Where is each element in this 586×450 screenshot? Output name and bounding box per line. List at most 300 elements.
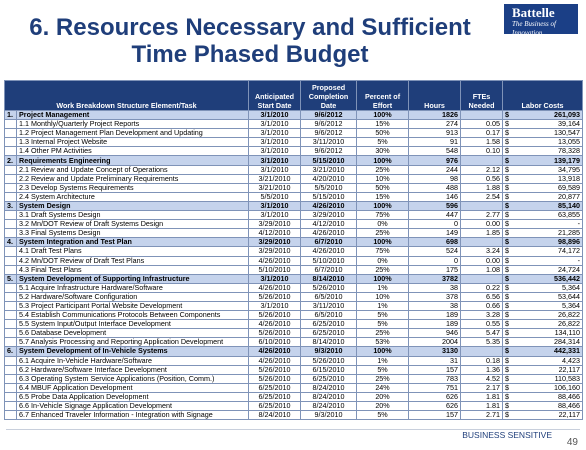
table-row-summary xyxy=(5,201,583,210)
table-row xyxy=(5,411,583,420)
cell-number: 5. xyxy=(5,274,17,283)
cell-currency: $ xyxy=(503,329,511,338)
cell-effort: 24% xyxy=(357,383,409,392)
cell-end-date: 6/7/2010 xyxy=(301,265,357,274)
table-row xyxy=(5,183,583,192)
cell-effort: 5% xyxy=(357,320,409,329)
cell-effort: 5% xyxy=(357,411,409,420)
cell-ftes: 1.36 xyxy=(461,365,503,374)
cell-ftes: 0.17 xyxy=(461,129,503,138)
cell-end-date: 4/26/2010 xyxy=(301,201,357,210)
cell-effort: 5% xyxy=(357,365,409,374)
cell-ftes: 2.54 xyxy=(461,192,503,201)
cell-currency: $ xyxy=(503,320,511,329)
cell-start-date: 4/12/2010 xyxy=(249,229,301,238)
cell-end-date: 5/15/2010 xyxy=(301,156,357,165)
table-row xyxy=(5,165,583,174)
cell-hours: 157 xyxy=(409,411,461,420)
cell-end-date: 9/6/2012 xyxy=(301,129,357,138)
cell-currency: $ xyxy=(503,138,511,147)
cell-number xyxy=(5,338,17,347)
cell-ftes xyxy=(461,347,503,356)
cell-labor-cost: 74,172 xyxy=(511,247,583,256)
cell-end-date: 5/26/2010 xyxy=(301,356,357,365)
cell-effort: 30% xyxy=(357,147,409,156)
cell-end-date: 9/6/2012 xyxy=(301,120,357,129)
cell-hours: 146 xyxy=(409,192,461,201)
cell-number xyxy=(5,265,17,274)
cell-effort: 25% xyxy=(357,265,409,274)
cell-task: 3.2 Mn/DOT Review of Draft Systems Design xyxy=(17,220,249,229)
cell-ftes: 0.05 xyxy=(461,120,503,129)
cell-effort: 10% xyxy=(357,292,409,301)
cell-start-date: 3/29/2010 xyxy=(249,238,301,247)
cell-task: 5.1 Acquire Infrastructure Hardware/Software xyxy=(17,283,249,292)
cell-end-date: 9/3/2010 xyxy=(301,411,357,420)
cell-start-date: 4/26/2010 xyxy=(249,256,301,265)
cell-hours: 751 xyxy=(409,383,461,392)
cell-number xyxy=(5,402,17,411)
cell-hours: 783 xyxy=(409,374,461,383)
cell-ftes: 0.00 xyxy=(461,220,503,229)
cell-end-date: 4/12/2010 xyxy=(301,220,357,229)
cell-labor-cost: 442,331 xyxy=(511,347,583,356)
cell-labor-cost: 53,644 xyxy=(511,292,583,301)
cell-labor-cost: 88,466 xyxy=(511,392,583,401)
cell-effort: 100% xyxy=(357,201,409,210)
cell-labor-cost: 69,589 xyxy=(511,183,583,192)
cell-hours: 548 xyxy=(409,147,461,156)
table-row xyxy=(5,392,583,401)
cell-number xyxy=(5,411,17,420)
cell-labor-cost: 21,285 xyxy=(511,229,583,238)
cell-start-date: 3/1/2010 xyxy=(249,156,301,165)
cell-task: Project Management xyxy=(17,111,249,120)
cell-effort: 0% xyxy=(357,220,409,229)
cell-hours: 378 xyxy=(409,292,461,301)
cell-labor-cost: 24,724 xyxy=(511,265,583,274)
cell-effort: 1% xyxy=(357,301,409,310)
cell-task: 6.1 Acquire In-Vehicle Hardware/Software xyxy=(17,356,249,365)
cell-number xyxy=(5,129,17,138)
header-hours: Hours xyxy=(409,81,461,111)
cell-task: 4.3 Final Test Plans xyxy=(17,265,249,274)
cell-ftes xyxy=(461,274,503,283)
cell-currency: $ xyxy=(503,256,511,265)
cell-task: 5.2 Hardware/Software Configuration xyxy=(17,292,249,301)
cell-hours: 274 xyxy=(409,120,461,129)
cell-task: 6.7 Enhanced Traveler Information - Integration with Signage xyxy=(17,411,249,420)
cell-effort: 75% xyxy=(357,247,409,256)
table-row xyxy=(5,174,583,183)
cell-currency: $ xyxy=(503,347,511,356)
cell-labor-cost: 536,442 xyxy=(511,274,583,283)
cell-task: 6.6 In-Vehicle Signage Application Development xyxy=(17,402,249,411)
cell-task: 6.4 MBUF Application Development xyxy=(17,383,249,392)
header-cost: Labor Costs xyxy=(503,81,583,111)
table-row xyxy=(5,265,583,274)
cell-labor-cost: 5,364 xyxy=(511,283,583,292)
cell-end-date: 3/11/2010 xyxy=(301,138,357,147)
cell-number xyxy=(5,220,17,229)
cell-number xyxy=(5,311,17,320)
cell-start-date: 5/26/2010 xyxy=(249,329,301,338)
cell-hours: 149 xyxy=(409,229,461,238)
cell-currency: $ xyxy=(503,211,511,220)
header-wbs: Work Breakdown Structure Element/Task xyxy=(5,81,249,111)
cell-effort: 100% xyxy=(357,274,409,283)
cell-number: 6. xyxy=(5,347,17,356)
cell-end-date: 6/25/2010 xyxy=(301,329,357,338)
cell-hours: 98 xyxy=(409,174,461,183)
cell-ftes: 0.66 xyxy=(461,301,503,310)
cell-ftes: 2.17 xyxy=(461,383,503,392)
cell-ftes: 0.10 xyxy=(461,147,503,156)
cell-effort: 50% xyxy=(357,183,409,192)
table-row xyxy=(5,120,583,129)
cell-labor-cost: 284,314 xyxy=(511,338,583,347)
cell-end-date: 4/26/2010 xyxy=(301,247,357,256)
cell-start-date: 4/26/2010 xyxy=(249,356,301,365)
cell-effort: 1% xyxy=(357,283,409,292)
cell-number xyxy=(5,320,17,329)
cell-currency: $ xyxy=(503,292,511,301)
table-row xyxy=(5,320,583,329)
cell-hours: 524 xyxy=(409,247,461,256)
cell-hours: 3130 xyxy=(409,347,461,356)
table-row xyxy=(5,211,583,220)
cell-effort: 50% xyxy=(357,129,409,138)
cell-labor-cost: 63,855 xyxy=(511,211,583,220)
table-row xyxy=(5,356,583,365)
cell-labor-cost: 130,547 xyxy=(511,129,583,138)
cell-effort: 5% xyxy=(357,311,409,320)
table-row-summary xyxy=(5,347,583,356)
cell-labor-cost: 4,423 xyxy=(511,356,583,365)
table-row xyxy=(5,402,583,411)
table-row-summary xyxy=(5,111,583,120)
cell-start-date: 4/26/2010 xyxy=(249,347,301,356)
cell-task: 5.3 Project Participant Portal Website Development xyxy=(17,301,249,310)
cell-ftes: 1.81 xyxy=(461,402,503,411)
cell-ftes: 3.24 xyxy=(461,247,503,256)
cell-ftes: 0.22 xyxy=(461,283,503,292)
cell-effort: 53% xyxy=(357,338,409,347)
cell-hours: 976 xyxy=(409,156,461,165)
cell-number xyxy=(5,174,17,183)
cell-labor-cost: - xyxy=(511,220,583,229)
cell-effort: 20% xyxy=(357,392,409,401)
cell-task: System Development of Supporting Infrastructure xyxy=(17,274,249,283)
cell-number: 4. xyxy=(5,238,17,247)
cell-end-date: 5/10/2010 xyxy=(301,256,357,265)
cell-currency: $ xyxy=(503,201,511,210)
cell-ftes xyxy=(461,238,503,247)
cell-number xyxy=(5,383,17,392)
cell-start-date: 4/26/2010 xyxy=(249,320,301,329)
cell-task: 5.6 Database Development xyxy=(17,329,249,338)
table-row xyxy=(5,147,583,156)
cell-currency: $ xyxy=(503,402,511,411)
cell-labor-cost: 5,364 xyxy=(511,301,583,310)
cell-labor-cost: 13,055 xyxy=(511,138,583,147)
cell-task: 5.5 System Input/Output Interface Development xyxy=(17,320,249,329)
cell-hours: 157 xyxy=(409,365,461,374)
cell-start-date: 3/1/2010 xyxy=(249,120,301,129)
cell-number xyxy=(5,292,17,301)
cell-number xyxy=(5,120,17,129)
cell-start-date: 3/1/2010 xyxy=(249,165,301,174)
cell-end-date: 5/15/2010 xyxy=(301,192,357,201)
cell-ftes: 2.12 xyxy=(461,165,503,174)
cell-end-date: 3/21/2010 xyxy=(301,165,357,174)
cell-end-date: 9/6/2012 xyxy=(301,147,357,156)
cell-task: 3.1 Draft Systems Design xyxy=(17,211,249,220)
budget-table xyxy=(4,80,583,420)
cell-start-date: 5/5/2010 xyxy=(249,192,301,201)
cell-currency: $ xyxy=(503,192,511,201)
cell-start-date: 5/26/2010 xyxy=(249,292,301,301)
cell-task: 1.3 Internal Project Website xyxy=(17,138,249,147)
cell-ftes: 6.56 xyxy=(461,292,503,301)
cell-hours: 2004 xyxy=(409,338,461,347)
cell-labor-cost: 26,822 xyxy=(511,320,583,329)
cell-currency: $ xyxy=(503,229,511,238)
cell-task: 6.5 Probe Data Application Development xyxy=(17,392,249,401)
cell-currency: $ xyxy=(503,165,511,174)
cell-number xyxy=(5,247,17,256)
cell-ftes: 0.56 xyxy=(461,174,503,183)
cell-task: 2.4 System Architecture xyxy=(17,192,249,201)
cell-task: 4.1 Draft Test Plans xyxy=(17,247,249,256)
cell-effort: 75% xyxy=(357,211,409,220)
cell-start-date: 3/1/2010 xyxy=(249,129,301,138)
table-row xyxy=(5,220,583,229)
cell-number: 1. xyxy=(5,111,17,120)
cell-task: 3.3 Final Systems Design xyxy=(17,229,249,238)
cell-start-date: 3/1/2010 xyxy=(249,211,301,220)
cell-end-date: 6/15/2010 xyxy=(301,365,357,374)
cell-start-date: 6/10/2010 xyxy=(249,338,301,347)
cell-labor-cost: 39,164 xyxy=(511,120,583,129)
cell-start-date: 4/26/2010 xyxy=(249,283,301,292)
cell-labor-cost: 78,328 xyxy=(511,147,583,156)
table-row-summary xyxy=(5,238,583,247)
cell-hours: 913 xyxy=(409,129,461,138)
cell-task: 1.1 Monthly/Quarterly Project Reports xyxy=(17,120,249,129)
cell-labor-cost: 106,160 xyxy=(511,383,583,392)
cell-currency: $ xyxy=(503,174,511,183)
cell-end-date: 8/14/2010 xyxy=(301,338,357,347)
cell-ftes: 1.88 xyxy=(461,183,503,192)
logo-brand: Battelle xyxy=(512,5,555,20)
cell-start-date: 3/1/2010 xyxy=(249,201,301,210)
battelle-logo xyxy=(504,4,578,37)
cell-end-date: 6/25/2010 xyxy=(301,320,357,329)
cell-number xyxy=(5,283,17,292)
cell-hours: 38 xyxy=(409,283,461,292)
cell-effort: 25% xyxy=(357,165,409,174)
table-row xyxy=(5,374,583,383)
cell-ftes xyxy=(461,156,503,165)
table-row xyxy=(5,301,583,310)
cell-ftes: 0.00 xyxy=(461,256,503,265)
cell-start-date: 5/10/2010 xyxy=(249,265,301,274)
header-start: Anticipated Start Date xyxy=(249,81,301,111)
cell-number xyxy=(5,329,17,338)
cell-hours: 626 xyxy=(409,402,461,411)
cell-end-date: 9/3/2010 xyxy=(301,347,357,356)
cell-labor-cost: 34,795 xyxy=(511,165,583,174)
cell-ftes: 0.18 xyxy=(461,356,503,365)
slide-title: 6. Resources Necessary and Sufficient Time Phased Budget xyxy=(29,14,471,68)
cell-effort: 100% xyxy=(357,156,409,165)
header-row xyxy=(5,81,583,111)
table-row-summary xyxy=(5,274,583,283)
cell-ftes: 5.47 xyxy=(461,329,503,338)
cell-task: 6.2 Hardware/Software Interface Development xyxy=(17,365,249,374)
cell-hours: 626 xyxy=(409,392,461,401)
cell-effort: 5% xyxy=(357,138,409,147)
cell-ftes: 3.28 xyxy=(461,311,503,320)
cell-number xyxy=(5,356,17,365)
table-row xyxy=(5,365,583,374)
cell-number xyxy=(5,138,17,147)
cell-currency: $ xyxy=(503,338,511,347)
cell-hours: 698 xyxy=(409,238,461,247)
cell-number: 3. xyxy=(5,201,17,210)
cell-start-date: 3/29/2010 xyxy=(249,220,301,229)
cell-number xyxy=(5,301,17,310)
cell-hours: 189 xyxy=(409,311,461,320)
cell-start-date: 3/21/2010 xyxy=(249,174,301,183)
cell-end-date: 6/5/2010 xyxy=(301,311,357,320)
cell-effort: 10% xyxy=(357,174,409,183)
cell-end-date: 9/6/2012 xyxy=(301,111,357,120)
cell-number: 2. xyxy=(5,156,17,165)
cell-labor-cost: 261,093 xyxy=(511,111,583,120)
header-effort: Percent of Effort xyxy=(357,81,409,111)
cell-hours: 596 xyxy=(409,201,461,210)
cell-currency: $ xyxy=(503,301,511,310)
table-row xyxy=(5,229,583,238)
cell-task: System Design xyxy=(17,201,249,210)
cell-start-date: 6/25/2010 xyxy=(249,402,301,411)
cell-end-date: 8/24/2010 xyxy=(301,392,357,401)
cell-labor-cost: 26,822 xyxy=(511,311,583,320)
cell-start-date: 3/1/2010 xyxy=(249,274,301,283)
cell-number xyxy=(5,229,17,238)
cell-end-date: 8/14/2010 xyxy=(301,274,357,283)
cell-end-date: 5/5/2010 xyxy=(301,183,357,192)
footer-label: BUSINESS SENSITIVE xyxy=(462,430,552,440)
cell-task: System Development of In-Vehicle Systems xyxy=(17,347,249,356)
cell-number xyxy=(5,365,17,374)
cell-effort: 0% xyxy=(357,256,409,265)
cell-start-date: 3/1/2010 xyxy=(249,111,301,120)
cell-hours: 1826 xyxy=(409,111,461,120)
cell-hours: 488 xyxy=(409,183,461,192)
cell-start-date: 5/26/2010 xyxy=(249,311,301,320)
cell-labor-cost: 85,140 xyxy=(511,201,583,210)
table-row xyxy=(5,311,583,320)
cell-task: System Integration and Test Plan xyxy=(17,238,249,247)
cell-hours: 31 xyxy=(409,356,461,365)
cell-currency: $ xyxy=(503,147,511,156)
cell-currency: $ xyxy=(503,111,511,120)
cell-currency: $ xyxy=(503,311,511,320)
page-number: 49 xyxy=(566,437,578,448)
cell-ftes: 4.52 xyxy=(461,374,503,383)
cell-number xyxy=(5,256,17,265)
cell-start-date: 3/21/2010 xyxy=(249,183,301,192)
cell-task: 4.2 Mn/DOT Review of Draft Test Plans xyxy=(17,256,249,265)
cell-ftes: 1.85 xyxy=(461,229,503,238)
cell-task: 2.3 Develop Systems Requirements xyxy=(17,183,249,192)
cell-currency: $ xyxy=(503,247,511,256)
cell-start-date: 5/26/2010 xyxy=(249,365,301,374)
cell-task: 2.1 Review and Update Concept of Operations xyxy=(17,165,249,174)
cell-task: 5.7 Analysis Processing and Reporting Application Development xyxy=(17,338,249,347)
cell-start-date: 5/26/2010 xyxy=(249,374,301,383)
cell-task: 1.2 Project Management Plan Development and Updating xyxy=(17,129,249,138)
table-row xyxy=(5,292,583,301)
cell-task: 5.4 Establish Communications Protocols Between Components xyxy=(17,311,249,320)
cell-end-date: 4/20/2010 xyxy=(301,174,357,183)
cell-effort: 20% xyxy=(357,402,409,411)
table-row xyxy=(5,138,583,147)
header-end: Proposed Completion Date xyxy=(301,81,357,111)
cell-currency: $ xyxy=(503,220,511,229)
cell-ftes: 0.55 xyxy=(461,320,503,329)
cell-currency: $ xyxy=(503,156,511,165)
cell-hours: 175 xyxy=(409,265,461,274)
cell-labor-cost: 110,583 xyxy=(511,374,583,383)
cell-start-date: 3/1/2010 xyxy=(249,138,301,147)
cell-currency: $ xyxy=(503,183,511,192)
cell-start-date: 3/29/2010 xyxy=(249,247,301,256)
cell-currency: $ xyxy=(503,238,511,247)
cell-labor-cost: 20,877 xyxy=(511,192,583,201)
table-row xyxy=(5,338,583,347)
cell-effort: 1% xyxy=(357,356,409,365)
cell-end-date: 4/26/2010 xyxy=(301,229,357,238)
cell-end-date: 8/24/2010 xyxy=(301,383,357,392)
cell-number xyxy=(5,183,17,192)
cell-effort: 15% xyxy=(357,192,409,201)
cell-ftes xyxy=(461,111,503,120)
cell-effort: 100% xyxy=(357,347,409,356)
cell-labor-cost: 22,117 xyxy=(511,411,583,420)
table-row xyxy=(5,129,583,138)
table-row xyxy=(5,283,583,292)
cell-currency: $ xyxy=(503,356,511,365)
cell-number xyxy=(5,192,17,201)
cell-labor-cost: 98,896 xyxy=(511,238,583,247)
table-row xyxy=(5,256,583,265)
cell-effort: 100% xyxy=(357,238,409,247)
cell-task: 1.4 Other PM Activities xyxy=(17,147,249,156)
cell-currency: $ xyxy=(503,374,511,383)
cell-start-date: 6/25/2010 xyxy=(249,383,301,392)
cell-effort: 100% xyxy=(357,111,409,120)
cell-end-date: 3/29/2010 xyxy=(301,211,357,220)
table-row xyxy=(5,383,583,392)
cell-currency: $ xyxy=(503,265,511,274)
cell-number xyxy=(5,211,17,220)
cell-currency: $ xyxy=(503,283,511,292)
cell-number xyxy=(5,374,17,383)
